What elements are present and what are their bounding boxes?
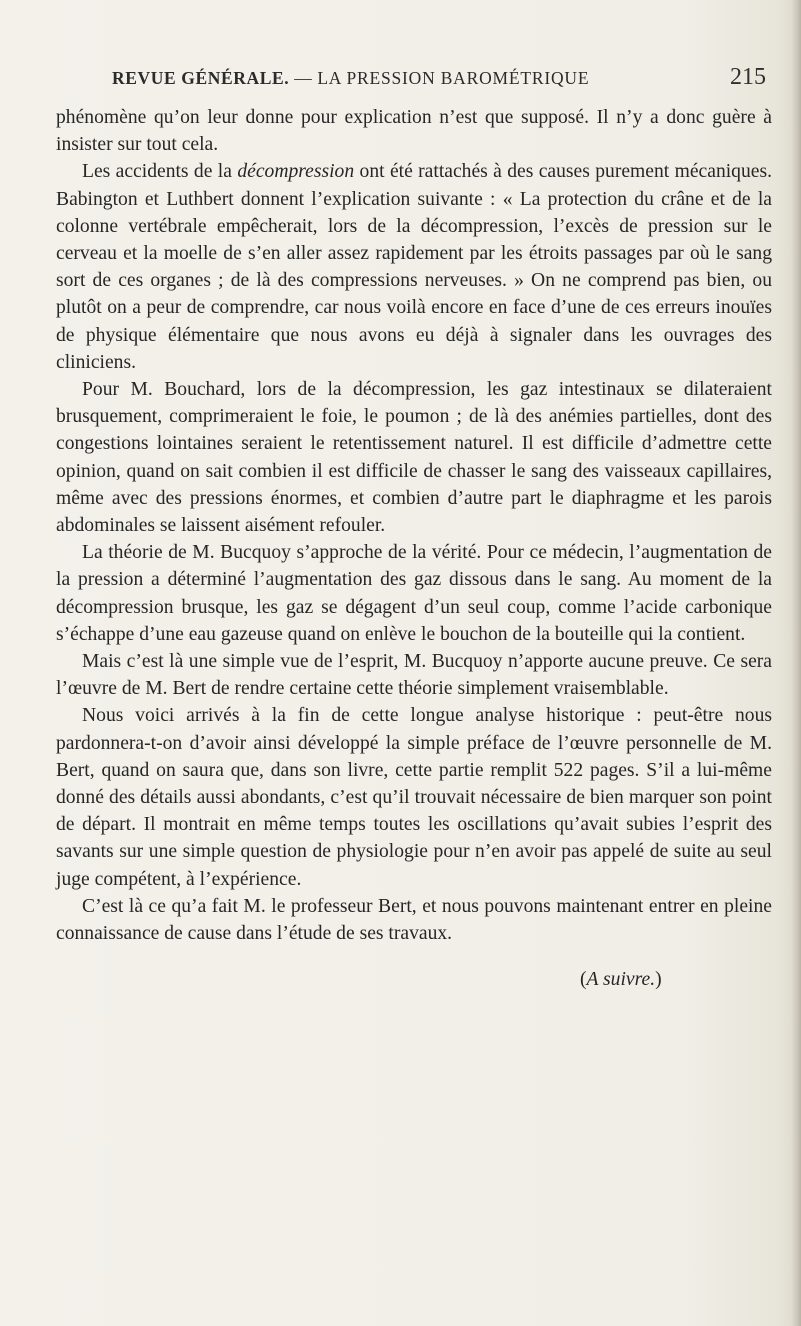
text-run: ont été rattachés à des causes purement mécaniques. Babington et Luthbert donnent l’explication suivante : « La protection du crâne et de la colonne vertébrale empêcherait, lors de la décompression, l’excès de pression sur le cerveau et la moelle de s’en aller assez rapidement par les étroits passages par où le sang sort de ces organes ; de là des compressions nerveuses. » On ne comprend pas bien, ou plutôt on a peur de comprendre, car nous voilà encore en face d’une de ces erreurs inouïes de physique élémentaire que nous avons eu déjà à signaler dans les ouvrages des cliniciens.	[56, 161, 772, 373]
to-be-continued-text: A suivre.	[586, 969, 656, 990]
header-separator: —	[294, 68, 313, 88]
paragraph-4	[56, 539, 772, 648]
text-run: Mais c’est là une simple vue de l’esprit, M. Bucquoy n’apporte aucune preuve. Ce sera l’œuvre de M. Bert de rendre certaine cette théorie simplement vraisemblable.	[56, 651, 772, 700]
page-number: 215	[730, 64, 766, 90]
text-run: C’est là ce qu’a fait M. le professeur Bert, et nous pouvons maintenant entrer en pleine connaissance de cause dans l’étude de ses travaux.	[56, 895, 772, 945]
header-left	[112, 68, 589, 89]
text-run: La théorie de M. Bucquoy s’approche de la vérité. Pour ce médecin, l’augmentation de la pression a déterminé l’augmentation des gaz dissous dans le sang. Au moment de la décompression brusque, les gaz se dégagent d’un seul coup, comme l’acide carbonique s’échappe d’une eau gazeuse quand on enlève le bouchon de la bouteille qui la contient.	[56, 542, 772, 645]
paragraph-5	[56, 648, 772, 702]
text-run: Nous voici arrivés à la fin de cette longue analyse historique : peut-être nous pardonnera-t-on d’avoir ainsi développé la simple préface de l’œuvre personnelle de M. Bert, quand on saura que, dans son livre, cette partie remplit 522 pages. S’il a lui-même donné des détails aussi abondants, c’est qu’il trouvait nécessaire de bien marquer son point de départ. Il montrait en même temps toutes les oscillations qu’avait subies l’esprit des savants sur une simple question de physiologie pour n’en avoir pas appelé de suite au seul juge compétent, à l’expérience.	[56, 705, 772, 890]
paragraph-6	[56, 702, 772, 892]
text-run: phénomène qu’on leur donne pour explication n’est que supposé. Il n’y a donc guère à insister sur tout cela.	[56, 107, 772, 156]
italic-term: décompression	[237, 161, 355, 183]
paragraph-7	[56, 893, 772, 947]
journal-name: REVUE GÉNÉRALE.	[112, 68, 290, 88]
close-paren: )	[655, 969, 662, 990]
paragraph-1	[56, 104, 772, 158]
to-be-continued	[580, 969, 662, 991]
text-run: Les accidents de la	[82, 161, 238, 183]
article-title: LA PRESSION BAROMÉTRIQUE	[317, 68, 590, 88]
open-paren: (	[580, 969, 587, 990]
body-text	[56, 104, 772, 947]
paragraph-2	[56, 158, 772, 376]
running-header	[112, 64, 772, 94]
paragraph-3	[56, 376, 772, 539]
text-run: Pour M. Bouchard, lors de la décompression, les gaz intestinaux se dilateraient brusquement, comprimeraient le foie, le poumon ; de là des anémies partielles, dont des congestions lointaines seraient le retentissement naturel. Il est difficile d’admettre cette opinion, quand on sait combien il est difficile de chasser le sang des vaisseaux capillaires, même avec des pressions énormes, et combien d’autre part le diaphragme et les parois abdominales se laissent aisément refouler.	[56, 379, 772, 537]
page-edge-shadow	[791, 0, 801, 1326]
